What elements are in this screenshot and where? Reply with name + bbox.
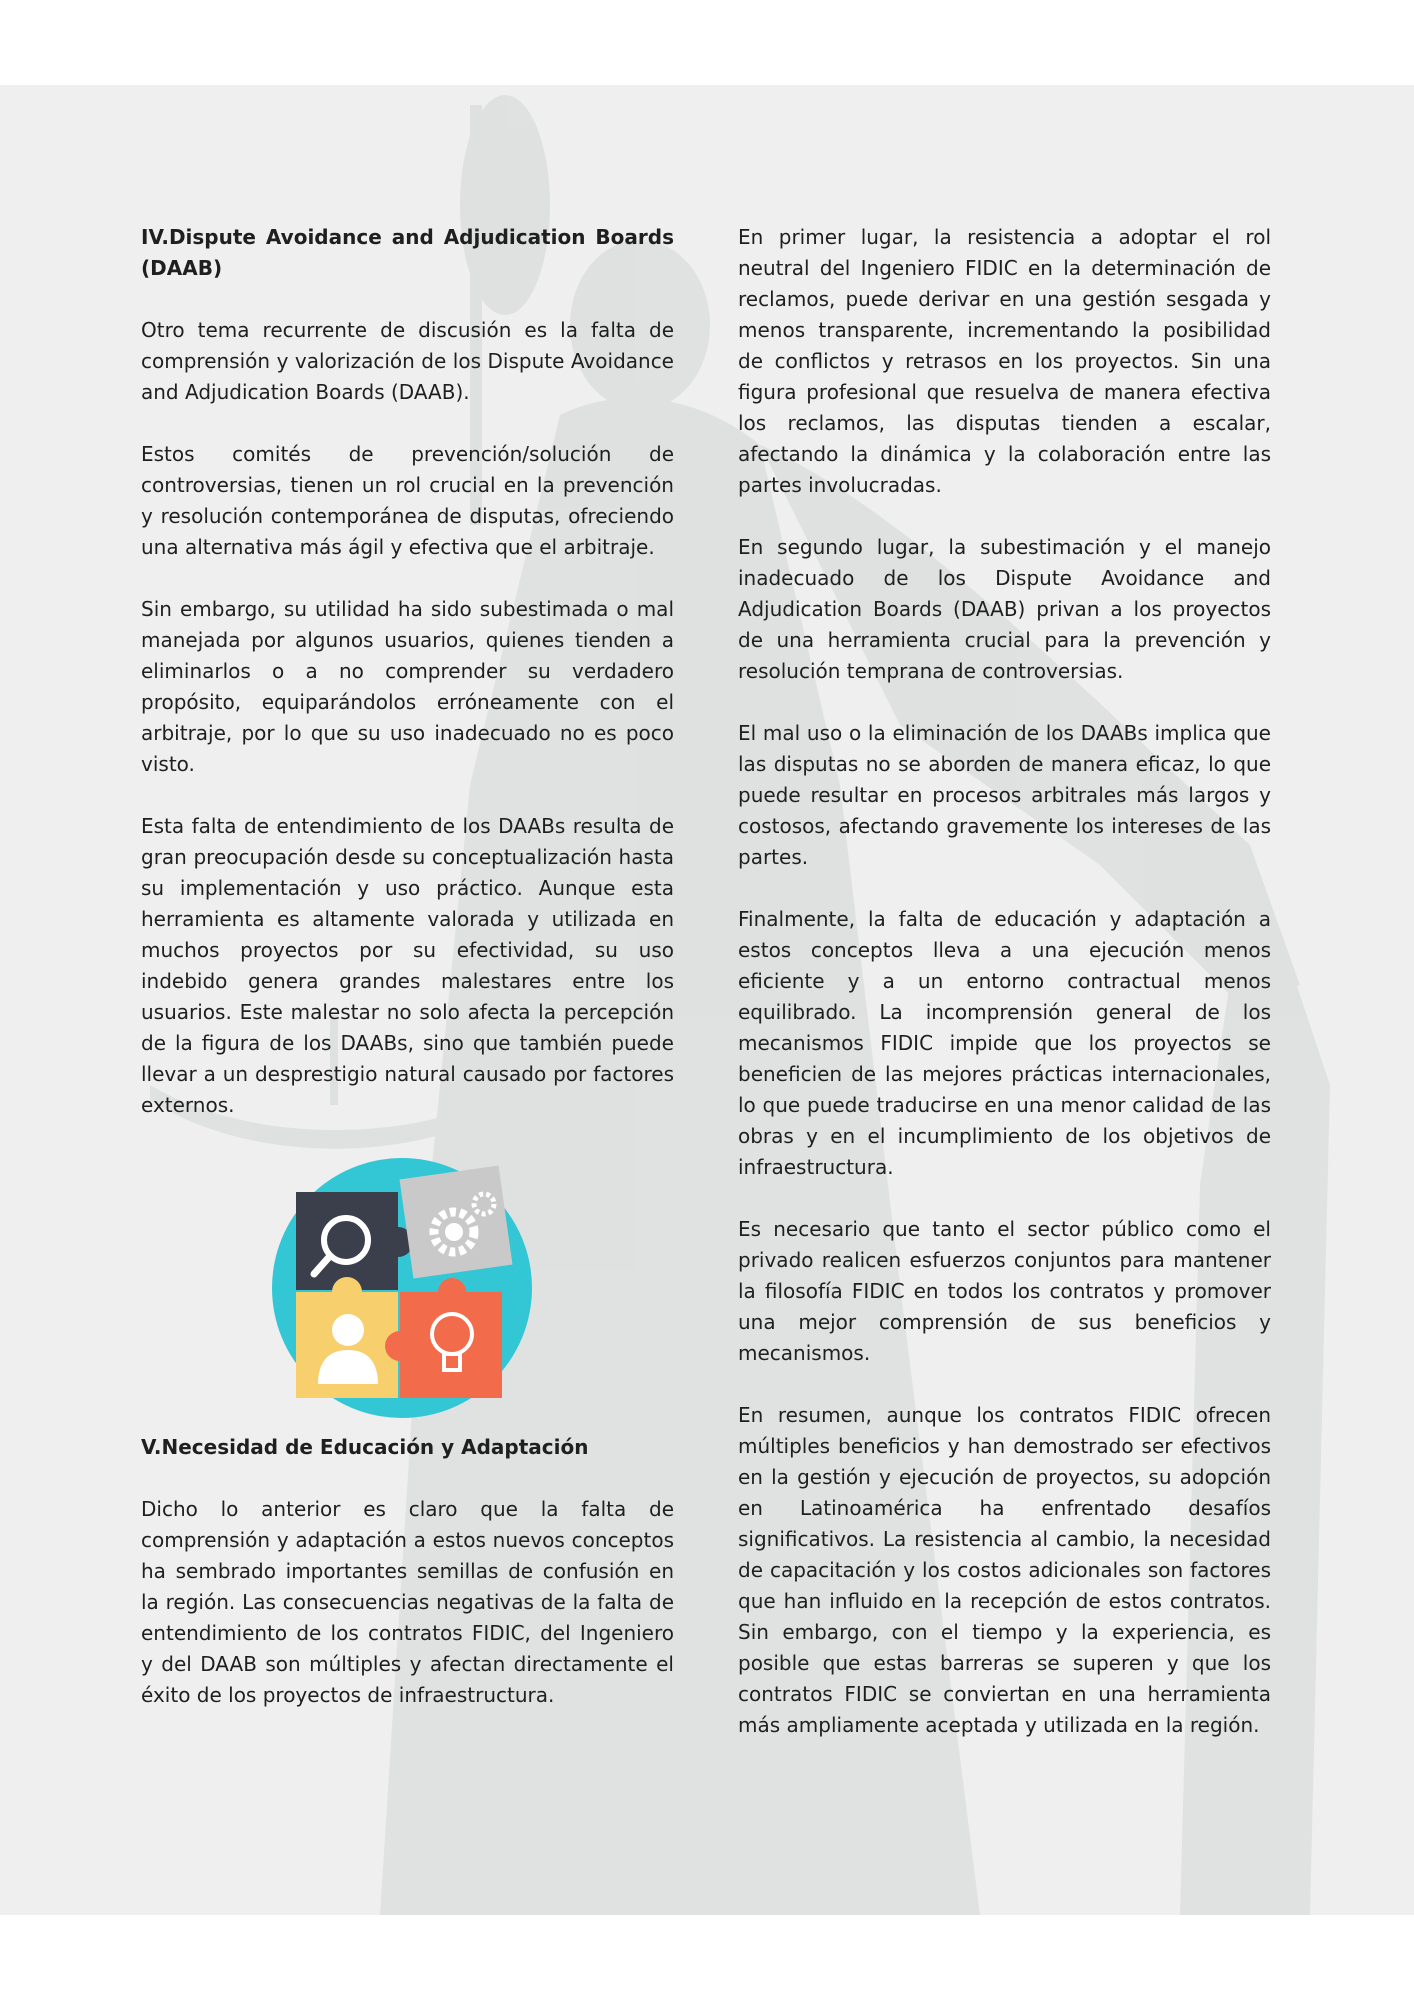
section-heading-iv: IV.Dispute Avoidance and Adjudication Boards (DAAB) — [141, 225, 674, 280]
user-icon — [332, 1314, 364, 1346]
paragraph: Dicho lo anterior es claro que la falta de comprensión y adaptación a estos nuevos conceptos ha sembrado importantes semillas de confusión en la región. Las consecuencias negativas de la falta de entendimiento de los contratos FIDIC, del Ingeniero y del DAAB son múltiples y afectan directamente el éxito de los proyectos de infraestructura. — [141, 1497, 674, 1707]
paragraph: Es necesario que tanto el sector público como el privado realicen esfuerzos conjuntos para mantener la filosofía FIDIC en todos los contratos y promover una mejor comprensión de sus beneficios y mecanismos. — [738, 1217, 1271, 1365]
paragraph: Esta falta de entendimiento de los DAABs resulta de gran preocupación desde su conceptualización hasta su implementación y uso práctico. Aunque esta herramienta es altamente valorada y utilizada en muchos proyectos por su efectividad, su uso indebido genera grandes malestares entre los usuarios. Este malestar no solo afecta la percepción de la figura de los DAABs, sino que también puede llevar a un desprestigio natural causado por factores externos. — [141, 814, 674, 1117]
document-page — [0, 85, 1414, 1915]
section-heading-v: V.Necesidad de Educación y Adaptación — [141, 1435, 589, 1459]
search-piece — [296, 1192, 413, 1290]
paragraph: Estos comités de prevención/solución de controversias, tienen un rol crucial en la prevención y resolución contemporánea de disputas, ofreciendo una alternativa más ágil y efectiva que el arbitraje. — [141, 442, 674, 559]
idea-piece — [385, 1278, 502, 1398]
paragraph: En resumen, aunque los contratos FIDIC ofrecen múltiples beneficios y han demostrado ser efectivos en la gestión y ejecución de proyectos, su adopción en Latinoamérica ha enfrentado desafíos significativos. La resistencia al cambio, la necesidad de capacitación y los costos adicionales son factores que han influido en la recepción de estos contratos. Sin embargo, con el tiempo y la experiencia, es posible que estas barreras se superen y que los contratos FIDIC se conviertan en una herramienta más ampliamente aceptada y utilizada en la región. — [738, 1403, 1271, 1737]
paragraph: Finalmente, la falta de educación y adaptación a estos conceptos lleva a una ejecución menos eficiente y a un entorno contractual menos equilibrado. La incomprensión general de los mecanismos FIDIC impide que los proyectos se beneficien de las mejores prácticas internacionales, lo que puede traducirse en una menor calidad de las obras y en el incumplimiento de los objetivos de infraestructura. — [738, 907, 1271, 1179]
paragraph: Otro tema recurrente de discusión es la falta de comprensión y valorización de los Dispute Avoidance and Adjudication Boards (DAAB). — [141, 318, 674, 404]
left-column — [141, 222, 674, 1742]
user-piece — [296, 1277, 398, 1398]
puzzle-illustration — [141, 1152, 674, 1420]
paragraph: Sin embargo, su utilidad ha sido subestimada o mal manejada por algunos usuarios, quienes tienden a eliminarlos o a no comprender su verdadero propósito, equiparándolos erróneamente con el arbitraje, por lo que su uso inadecuado no es poco visto. — [141, 597, 674, 776]
paragraph: En segundo lugar, la subestimación y el manejo inadecuado de los Dispute Avoidance and Adjudication Boards (DAAB) privan a los proyectos de una herramienta crucial para la prevención y resolución temprana de controversias. — [738, 535, 1271, 683]
gears-piece — [400, 1166, 513, 1279]
paragraph: En primer lugar, la resistencia a adoptar el rol neutral del Ingeniero FIDIC en la determinación de reclamos, puede derivar en una gestión sesgada y menos transparente, incrementando la posibilidad de conflictos y retrasos en los proyectos. Sin una figura profesional que resuelva de manera efectiva los reclamos, las disputas tienden a escalar, afectando la dinámica y la colaboración entre las partes involucradas. — [738, 225, 1271, 497]
paragraph: El mal uso o la eliminación de los DAABs implica que las disputas no se aborden de manera eficaz, lo que puede resultar en procesos arbitrales más largos y costosos, afectando gravemente los intereses de las partes. — [738, 721, 1271, 869]
right-column — [738, 222, 1271, 1772]
